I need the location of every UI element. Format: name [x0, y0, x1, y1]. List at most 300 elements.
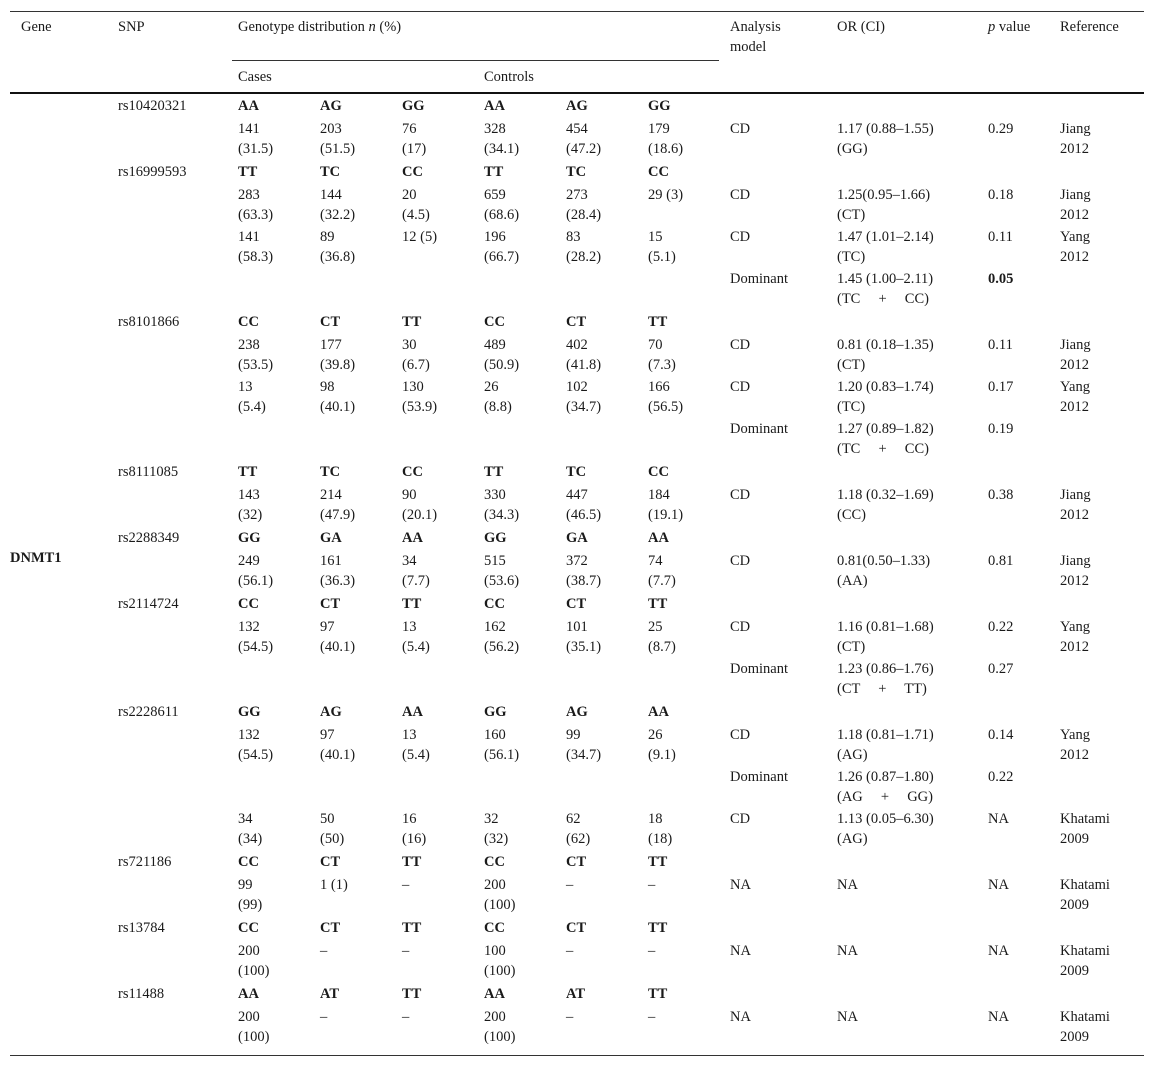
genotype-count: 238: [238, 337, 260, 353]
genotype-label: CC: [402, 464, 423, 480]
genotype-percent: (7.3): [648, 357, 676, 373]
header-genotype-n: n: [368, 19, 376, 35]
genotype-percent: (38.7): [566, 573, 602, 589]
p-value: NA: [988, 943, 1009, 959]
odds-ratio-genotype: (CC): [837, 507, 866, 523]
genotype-label: TT: [402, 920, 422, 936]
snp-id: rs16999593: [118, 164, 187, 180]
reference-year: 2012: [1060, 639, 1089, 655]
genotype-percent: (32): [484, 831, 509, 847]
genotype-label: TT: [402, 596, 422, 612]
genotype-label: TC: [320, 464, 341, 480]
genotype-percent: (100): [238, 1029, 270, 1045]
snp-id: rs13784: [118, 920, 165, 936]
genotype-count: 12 (5): [402, 229, 438, 245]
genotype-count: 50: [320, 811, 335, 827]
genotype-count: 249: [238, 553, 260, 569]
genotype-label: TT: [648, 920, 668, 936]
genotype-percent: (34.3): [484, 507, 520, 523]
snp-id: rs721186: [118, 854, 172, 870]
genotype-label: CT: [320, 596, 341, 612]
genotype-count: 34: [238, 811, 253, 827]
genotype-count: 330: [484, 487, 506, 503]
header-genotype-pre: Genotype distribution: [238, 19, 369, 35]
genotype-count: 25: [648, 619, 663, 635]
genotype-label: GA: [566, 530, 588, 546]
genotype-label: CT: [320, 314, 341, 330]
reference-year: 2012: [1060, 507, 1089, 523]
genotype-label: CC: [484, 854, 505, 870]
genotype-percent: (56.1): [484, 747, 520, 763]
genotype-percent: (6.7): [402, 357, 430, 373]
genotype-label: GA: [320, 530, 342, 546]
genotype-label: TT: [238, 164, 258, 180]
odds-ratio-genotype: (CT): [837, 357, 866, 373]
odds-ratio: 1.45 (1.00–2.11): [837, 271, 934, 287]
odds-ratio-genotype: (CT): [837, 639, 866, 655]
analysis-model: NA: [730, 1009, 751, 1025]
genotype-count: 97: [320, 727, 335, 743]
genotype-label: CT: [566, 596, 587, 612]
genotype-count: 184: [648, 487, 670, 503]
p-value: 0.14: [988, 727, 1014, 743]
genotype-label: CC: [238, 314, 259, 330]
genotype-label: TT: [648, 314, 668, 330]
genotype-percent: (56.2): [484, 639, 520, 655]
genotype-count: 328: [484, 121, 506, 137]
reference-author: Khatami: [1060, 1009, 1110, 1025]
analysis-model: CD: [730, 619, 751, 635]
genotype-percent: (19.1): [648, 507, 684, 523]
genotype-percent: (53.5): [238, 357, 274, 373]
genotype-label: AA: [238, 986, 259, 1002]
genotype-label: CC: [238, 920, 259, 936]
analysis-model: Dominant: [730, 661, 788, 677]
genotype-count: 160: [484, 727, 506, 743]
genotype-label: TC: [566, 464, 587, 480]
reference-author: Yang: [1060, 229, 1090, 245]
reference-year: 2009: [1060, 963, 1089, 979]
genotype-label: AA: [484, 98, 505, 114]
analysis-model: CD: [730, 553, 751, 569]
genotype-count: 273: [566, 187, 588, 203]
genotype-count: 100: [484, 943, 506, 959]
p-value: 0.81: [988, 553, 1014, 569]
reference-year: 2009: [1060, 831, 1089, 847]
genotype-count: 402: [566, 337, 588, 353]
genotype-percent: (47.2): [566, 141, 602, 157]
genotype-percent: (5.4): [402, 639, 430, 655]
odds-ratio-genotype: (AG): [837, 747, 868, 763]
genotype-percent: (50.9): [484, 357, 520, 373]
p-value: 0.17: [988, 379, 1014, 395]
p-value: NA: [988, 1009, 1009, 1025]
genotype-percent: (9.1): [648, 747, 676, 763]
genotype-percent: (20.1): [402, 507, 438, 523]
genotype-count: 132: [238, 619, 260, 635]
genotype-count: –: [566, 1009, 574, 1025]
analysis-model: CD: [730, 121, 751, 137]
header-reference: Reference: [1060, 19, 1119, 35]
genotype-percent: (32.2): [320, 207, 356, 223]
genotype-percent: (39.8): [320, 357, 356, 373]
genotype-count: 18: [648, 811, 663, 827]
genotype-percent: (16): [402, 831, 427, 847]
genotype-count: 101: [566, 619, 588, 635]
genotype-label: AT: [566, 986, 586, 1002]
genotype-count: 515: [484, 553, 506, 569]
genotype-count: –: [648, 877, 656, 893]
odds-ratio: NA: [837, 1009, 858, 1025]
odds-ratio: NA: [837, 943, 858, 959]
odds-ratio-genotype: (AA): [837, 573, 868, 589]
reference-year: 2012: [1060, 357, 1089, 373]
genotype-label: GG: [648, 98, 671, 114]
genotype-percent: (34.7): [566, 747, 602, 763]
genotype-count: 99: [566, 727, 581, 743]
genotype-count: –: [320, 943, 328, 959]
snp-id: rs2114724: [118, 596, 179, 612]
genotype-count: 102: [566, 379, 588, 395]
genotype-percent: (8.7): [648, 639, 676, 655]
odds-ratio-genotype: (TC): [837, 249, 866, 265]
genotype-count: 13: [402, 727, 417, 743]
genotype-percent: (5.4): [402, 747, 430, 763]
reference-year: 2012: [1060, 399, 1089, 415]
header-analysis-model-line2: model: [730, 39, 767, 55]
genotype-count: 196: [484, 229, 506, 245]
genotype-count: 372: [566, 553, 588, 569]
analysis-model: CD: [730, 379, 751, 395]
genotype-count: –: [402, 1009, 410, 1025]
genotype-percent: (18.6): [648, 141, 684, 157]
genotype-percent: (99): [238, 897, 263, 913]
genotype-percent: (34): [238, 831, 263, 847]
genotype-count: 144: [320, 187, 342, 203]
odds-ratio-genotype: (AG + GG): [837, 789, 933, 805]
odds-ratio: NA: [837, 877, 858, 893]
genotype-label: AA: [238, 98, 259, 114]
genotype-percent: (100): [484, 963, 516, 979]
genotype-label: TT: [402, 854, 422, 870]
analysis-model: Dominant: [730, 769, 788, 785]
analysis-model: CD: [730, 487, 751, 503]
genotype-percent: (36.3): [320, 573, 356, 589]
analysis-model: CD: [730, 229, 751, 245]
odds-ratio: 1.27 (0.89–1.82): [837, 421, 934, 437]
genotype-label: AA: [402, 530, 423, 546]
header-controls: Controls: [484, 69, 534, 85]
genotype-count: 214: [320, 487, 342, 503]
reference-year: 2012: [1060, 207, 1089, 223]
genotype-count: 200: [484, 1009, 506, 1025]
genotype-count: 1 (1): [320, 877, 348, 893]
p-value: 0.22: [988, 619, 1014, 635]
odds-ratio-genotype: (CT + TT): [837, 681, 927, 697]
genotype-percent: (58.3): [238, 249, 274, 265]
genotype-count: 141: [238, 121, 260, 137]
genotype-percent: (32): [238, 507, 263, 523]
genotype-label: AG: [320, 704, 342, 720]
reference-author: Yang: [1060, 619, 1090, 635]
genotype-percent: (40.1): [320, 399, 356, 415]
genotype-percent: (100): [484, 1029, 516, 1045]
genotype-label: TT: [484, 164, 504, 180]
reference-author: Khatami: [1060, 811, 1110, 827]
genotype-percent: (56.5): [648, 399, 684, 415]
reference-year: 2012: [1060, 573, 1089, 589]
odds-ratio-genotype: (TC + CC): [837, 291, 929, 307]
genotype-count: 62: [566, 811, 581, 827]
odds-ratio: 1.23 (0.86–1.76): [837, 661, 934, 677]
genotype-count: 76: [402, 121, 417, 137]
reference-author: Jiang: [1060, 553, 1091, 569]
reference-year: 2012: [1060, 249, 1089, 265]
genotype-percent: (68.6): [484, 207, 520, 223]
reference-author: Khatami: [1060, 877, 1110, 893]
genotype-label: GG: [238, 530, 261, 546]
odds-ratio: 1.18 (0.32–1.69): [837, 487, 934, 503]
genotype-count: 26: [648, 727, 663, 743]
reference-author: Jiang: [1060, 121, 1091, 137]
reference-year: 2009: [1060, 897, 1089, 913]
genotype-count: –: [320, 1009, 328, 1025]
genotype-label: AT: [320, 986, 340, 1002]
gene-name: DNMT1: [10, 550, 62, 566]
genotype-count: 177: [320, 337, 342, 353]
odds-ratio-genotype: (CT): [837, 207, 866, 223]
header-gene: Gene: [21, 19, 52, 35]
genotype-percent: (7.7): [402, 573, 430, 589]
genotype-count: 141: [238, 229, 260, 245]
genotype-percent: (54.5): [238, 747, 274, 763]
p-value: NA: [988, 811, 1009, 827]
genotype-count: 15: [648, 229, 663, 245]
genotype-count: 200: [484, 877, 506, 893]
genotype-label: TT: [402, 986, 422, 1002]
genotype-label: AA: [402, 704, 423, 720]
header-cases: Cases: [238, 69, 272, 85]
odds-ratio-genotype: (GG): [837, 141, 868, 157]
genotype-count: 166: [648, 379, 670, 395]
genotype-count: 32: [484, 811, 499, 827]
odds-ratio: 1.25(0.95–1.66): [837, 187, 931, 203]
reference-year: 2012: [1060, 747, 1089, 763]
snp-id: rs11488: [118, 986, 165, 1002]
odds-ratio: 1.17 (0.88–1.55): [837, 121, 934, 137]
genotype-count: 30: [402, 337, 417, 353]
genotype-count: –: [566, 877, 574, 893]
genotype-label: CC: [648, 464, 669, 480]
genotype-percent: (8.8): [484, 399, 512, 415]
genotype-percent: (53.9): [402, 399, 438, 415]
reference-author: Khatami: [1060, 943, 1110, 959]
genotype-percent: (56.1): [238, 573, 274, 589]
genotype-label: CC: [238, 854, 259, 870]
genotype-count: 29 (3): [648, 187, 684, 203]
genotype-percent: (18): [648, 831, 673, 847]
header-genotype-distribution: [238, 17, 401, 37]
genotype-count: 99: [238, 877, 253, 893]
analysis-model: NA: [730, 943, 751, 959]
snp-id: rs2228611: [118, 704, 179, 720]
genotype-percent: (100): [484, 897, 516, 913]
analysis-model: Dominant: [730, 271, 788, 287]
snp-id: rs2288349: [118, 530, 180, 546]
genotype-count: –: [402, 943, 410, 959]
reference-author: Jiang: [1060, 337, 1091, 353]
genotype-label: CC: [648, 164, 669, 180]
genotype-count: 454: [566, 121, 588, 137]
analysis-model: CD: [730, 727, 751, 743]
p-value: 0.19: [988, 421, 1014, 437]
genotype-label: CC: [402, 164, 423, 180]
genotype-label: TT: [238, 464, 258, 480]
header-p-rest: value: [995, 19, 1031, 35]
genotype-percent: (100): [238, 963, 270, 979]
analysis-model: CD: [730, 337, 751, 353]
genotype-percent: (5.1): [648, 249, 676, 265]
reference-author: Yang: [1060, 379, 1090, 395]
genotype-label: TC: [320, 164, 341, 180]
genotype-percent: (47.9): [320, 507, 356, 523]
genotype-label: GG: [484, 704, 507, 720]
subheader-divider: [232, 60, 719, 61]
genotype-percent: (17): [402, 141, 427, 157]
genotype-label: GG: [238, 704, 261, 720]
genotype-percent: (41.8): [566, 357, 602, 373]
genotype-count: 161: [320, 553, 342, 569]
genotype-count: 70: [648, 337, 663, 353]
genotype-label: CT: [566, 920, 587, 936]
genotype-count: 132: [238, 727, 260, 743]
odds-ratio: 0.81 (0.18–1.35): [837, 337, 934, 353]
genotype-count: 16: [402, 811, 417, 827]
genotype-label: CC: [484, 596, 505, 612]
genotype-label: AA: [648, 530, 669, 546]
genotype-count: 200: [238, 943, 260, 959]
genotype-count: 13: [238, 379, 253, 395]
p-value: 0.11: [988, 337, 1013, 353]
analysis-model: CD: [730, 811, 751, 827]
odds-ratio: 1.13 (0.05–6.30): [837, 811, 934, 827]
genotype-percent: (51.5): [320, 141, 356, 157]
genotype-percent: (34.1): [484, 141, 520, 157]
genotype-percent: (7.7): [648, 573, 676, 589]
genotype-count: 489: [484, 337, 506, 353]
genotype-count: –: [402, 877, 410, 893]
genotype-percent: (36.8): [320, 249, 356, 265]
genotype-label: AG: [566, 98, 588, 114]
genotype-count: 13: [402, 619, 417, 635]
odds-ratio-genotype: (TC): [837, 399, 866, 415]
genotype-count: 283: [238, 187, 260, 203]
genotype-count: 130: [402, 379, 424, 395]
genotype-label: GG: [402, 98, 425, 114]
p-value: 0.29: [988, 121, 1014, 137]
p-value: 0.38: [988, 487, 1014, 503]
snp-id: rs10420321: [118, 98, 187, 114]
genotype-percent: (34.7): [566, 399, 602, 415]
genotype-count: 34: [402, 553, 417, 569]
p-value: 0.22: [988, 769, 1014, 785]
genotype-percent: (4.5): [402, 207, 430, 223]
header-or-ci: OR (CI): [837, 19, 885, 35]
header-genotype-post: (%): [375, 19, 402, 35]
genotype-percent: (62): [566, 831, 591, 847]
header-p-italic: p: [988, 19, 996, 35]
odds-ratio: 1.20 (0.83–1.74): [837, 379, 934, 395]
odds-ratio: 1.47 (1.01–2.14): [837, 229, 934, 245]
genotype-count: 447: [566, 487, 588, 503]
reference-year: 2012: [1060, 141, 1089, 157]
genotype-percent: (5.4): [238, 399, 266, 415]
genotype-count: 659: [484, 187, 506, 203]
odds-ratio: 1.18 (0.81–1.71): [837, 727, 934, 743]
p-value: NA: [988, 877, 1009, 893]
genotype-percent: (28.2): [566, 249, 602, 265]
genotype-label: TT: [648, 854, 668, 870]
genotype-label: TT: [402, 314, 422, 330]
genotype-percent: (66.7): [484, 249, 520, 265]
p-value: 0.05: [988, 271, 1014, 287]
odds-ratio: 0.81(0.50–1.33): [837, 553, 931, 569]
genotype-count: 179: [648, 121, 670, 137]
genotype-label: AA: [484, 986, 505, 1002]
genotype-label: AA: [648, 704, 669, 720]
genotype-label: AG: [566, 704, 588, 720]
genotype-count: –: [566, 943, 574, 959]
reference-author: Jiang: [1060, 187, 1091, 203]
genotype-count: 74: [648, 553, 663, 569]
reference-author: Yang: [1060, 727, 1090, 743]
genotype-count: 89: [320, 229, 335, 245]
genotype-percent: (40.1): [320, 747, 356, 763]
genotype-percent: (50): [320, 831, 345, 847]
genotype-label: CC: [238, 596, 259, 612]
analysis-model: CD: [730, 187, 751, 203]
genotype-percent: (63.3): [238, 207, 274, 223]
genotype-percent: (40.1): [320, 639, 356, 655]
genotype-count: –: [648, 943, 656, 959]
genotype-label: CT: [320, 920, 341, 936]
genotype-label: AG: [320, 98, 342, 114]
genotype-percent: (54.5): [238, 639, 274, 655]
genotype-count: 83: [566, 229, 581, 245]
genotype-count: 162: [484, 619, 506, 635]
odds-ratio: 1.26 (0.87–1.80): [837, 769, 934, 785]
reference-author: Jiang: [1060, 487, 1091, 503]
p-value: 0.27: [988, 661, 1014, 677]
header-bottom-rule: [10, 92, 1144, 94]
snp-id: rs8101866: [118, 314, 180, 330]
genotype-label: TT: [648, 986, 668, 1002]
genotype-percent: (35.1): [566, 639, 602, 655]
p-value: 0.11: [988, 229, 1013, 245]
analysis-model: Dominant: [730, 421, 788, 437]
genotype-label: CT: [320, 854, 341, 870]
genotype-count: 200: [238, 1009, 260, 1025]
analysis-model: NA: [730, 877, 751, 893]
genotype-count: 98: [320, 379, 335, 395]
genotype-percent: (53.6): [484, 573, 520, 589]
genotype-label: GG: [484, 530, 507, 546]
odds-ratio-genotype: (AG): [837, 831, 868, 847]
p-value: 0.18: [988, 187, 1014, 203]
genotype-label: CT: [566, 314, 587, 330]
genotype-percent: (28.4): [566, 207, 602, 223]
genotype-count: 203: [320, 121, 342, 137]
